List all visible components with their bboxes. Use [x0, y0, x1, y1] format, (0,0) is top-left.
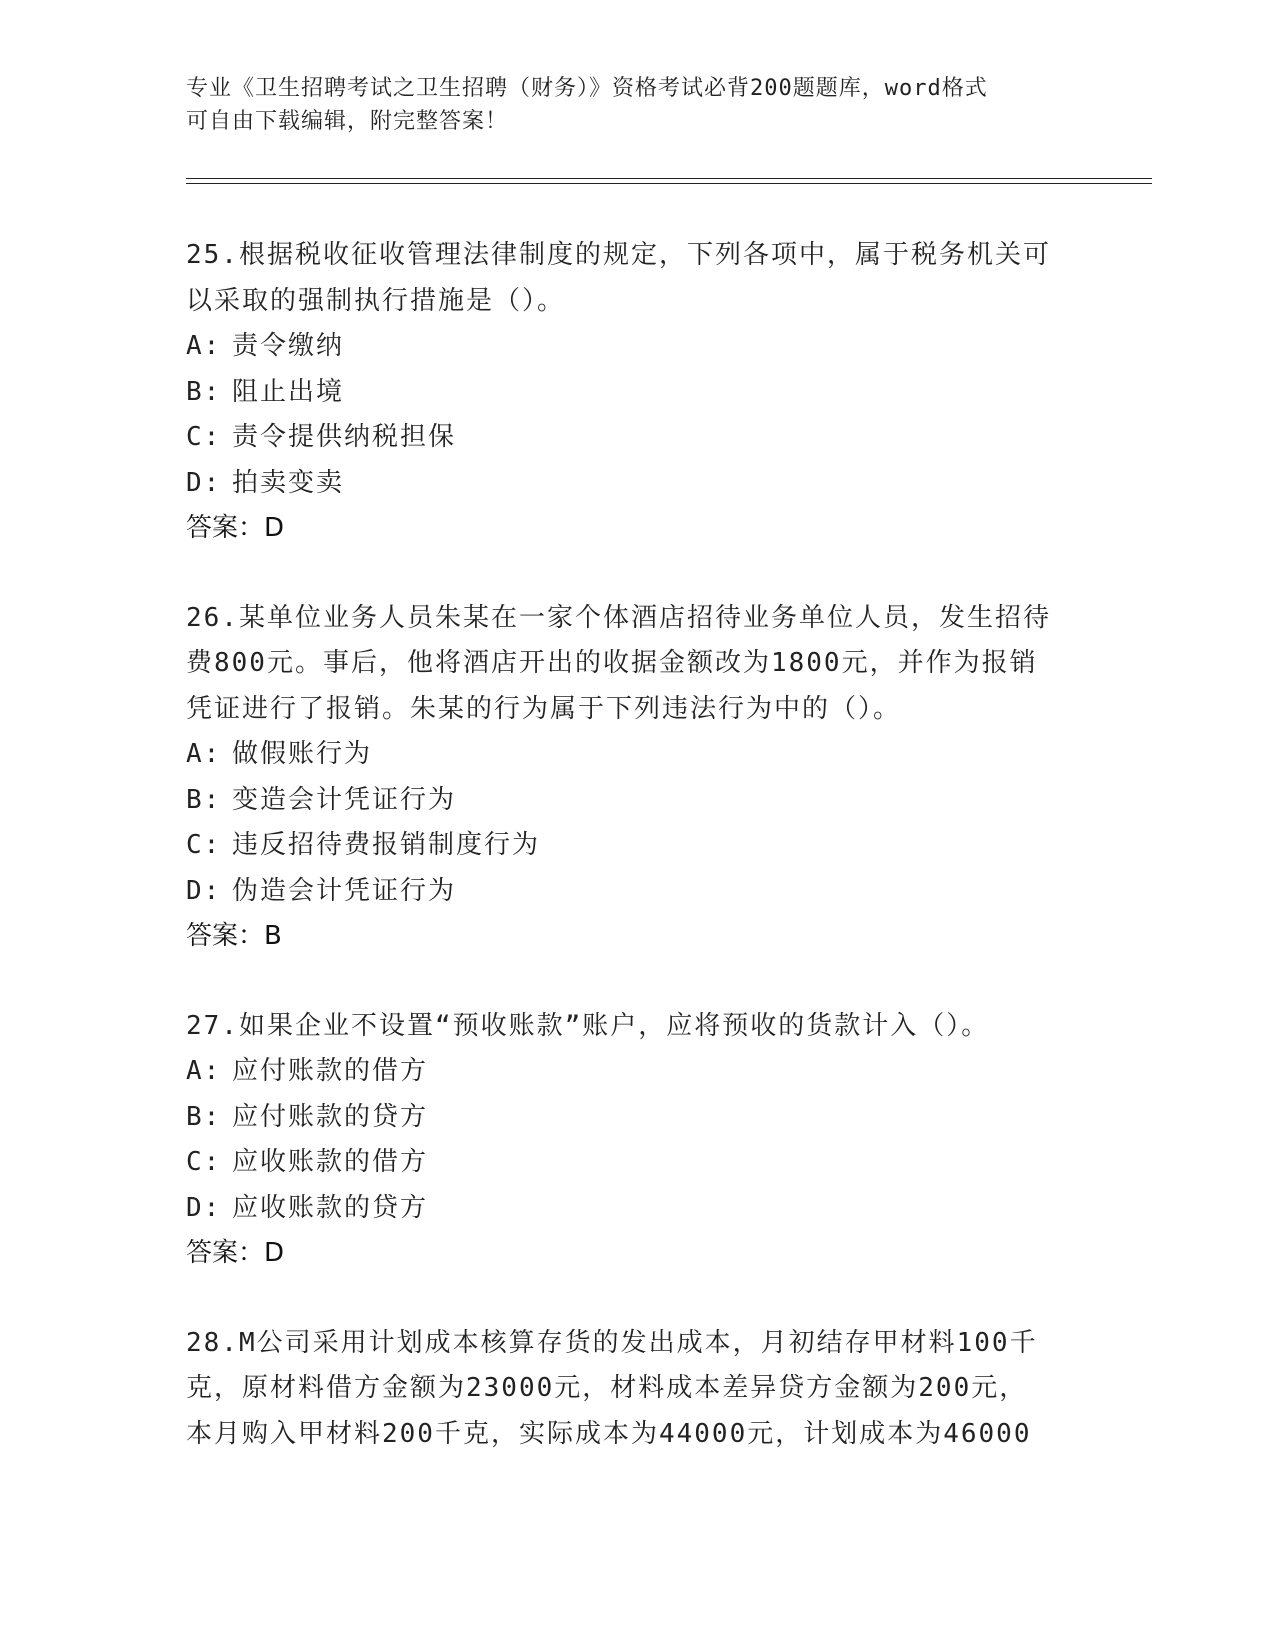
header-line-2: 可自由下载编辑，附完整答案！	[186, 109, 509, 134]
option-b	[186, 778, 1066, 824]
stem-line: 费800元。事后，他将酒店开出的收据金额改为1800元，并作为报销	[186, 648, 1038, 678]
option-key: D:	[186, 875, 222, 906]
option-key: A:	[186, 331, 222, 361]
option-key: D:	[186, 467, 222, 498]
option-key: A:	[186, 739, 222, 769]
document-header	[186, 72, 1066, 138]
option-key: B:	[186, 1101, 222, 1132]
option-key: B:	[186, 784, 222, 815]
option-text: 阻止出境	[232, 376, 345, 407]
header-line-1: 专业《卫生招聘考试之卫生招聘（财务）》资格考试必背200题题库，word格式	[186, 76, 988, 101]
option-text: 变造会计凭证行为	[232, 784, 457, 815]
option-c	[186, 415, 1066, 461]
option-text: 做假账行为	[232, 739, 373, 769]
option-key: D:	[186, 1192, 222, 1223]
answer-label: 答案：D	[186, 513, 285, 543]
question-stem	[186, 1321, 1066, 1458]
question-stem	[186, 233, 1066, 324]
question-28	[186, 1321, 1066, 1458]
option-a	[186, 732, 1066, 778]
option-text: 责令提供纳税担保	[232, 422, 457, 452]
option-text: 伪造会计凭证行为	[232, 875, 457, 906]
stem-line: 凭证进行了报销。朱某的行为属于下列违法行为中的（）。	[186, 693, 902, 724]
option-key: B:	[186, 376, 222, 407]
stem-line: 27.如果企业不设置“预收账款”账户，应将预收的货款计入（）。	[186, 1010, 990, 1041]
answer-label: 答案：D	[186, 1238, 285, 1268]
option-text: 应收账款的借方	[232, 1147, 429, 1177]
option-d	[186, 1186, 1066, 1232]
header-divider-bottom	[186, 183, 1152, 184]
option-a	[186, 324, 1066, 370]
option-c	[186, 823, 1066, 869]
question-stem	[186, 596, 1066, 733]
option-a	[186, 1049, 1066, 1095]
option-text: 应付账款的贷方	[232, 1101, 429, 1132]
question-stem	[186, 1004, 1066, 1050]
option-text: 应收账款的贷方	[232, 1192, 429, 1223]
answer-label: 答案：B	[186, 921, 282, 951]
header-divider-top	[186, 178, 1152, 179]
stem-line: 28.M公司采用计划成本核算存货的发出成本，月初结存甲材料100千	[186, 1327, 1038, 1358]
option-key: A:	[186, 1056, 222, 1086]
option-text: 应付账款的借方	[232, 1056, 429, 1086]
stem-line: 以采取的强制执行措施是（）。	[186, 285, 566, 316]
option-key: C:	[186, 1147, 222, 1177]
option-d	[186, 461, 1066, 507]
option-text: 拍卖变卖	[232, 467, 345, 498]
stem-line: 克，原材料借方金额为23000元，材料成本差异贷方金额为200元，	[186, 1373, 1028, 1403]
option-key: C:	[186, 830, 222, 860]
option-text: 责令缴纳	[232, 331, 345, 361]
option-b	[186, 370, 1066, 416]
stem-line: 25.根据税收征收管理法律制度的规定，下列各项中，属于税务机关可	[186, 240, 1051, 270]
option-c	[186, 1140, 1066, 1186]
stem-line: 26.某单位业务人员朱某在一家个体酒店招待业务单位人员，发生招待	[186, 602, 1051, 633]
option-b	[186, 1095, 1066, 1141]
question-list	[186, 233, 1066, 1501]
question-26	[186, 596, 1066, 960]
question-27	[186, 1004, 1066, 1277]
option-d	[186, 869, 1066, 915]
stem-line: 本月购入甲材料200千克，实际成本为44000元，计划成本为46000	[186, 1418, 1032, 1449]
option-text: 违反招待费报销制度行为	[232, 830, 541, 860]
option-key: C:	[186, 422, 222, 452]
question-25	[186, 233, 1066, 552]
